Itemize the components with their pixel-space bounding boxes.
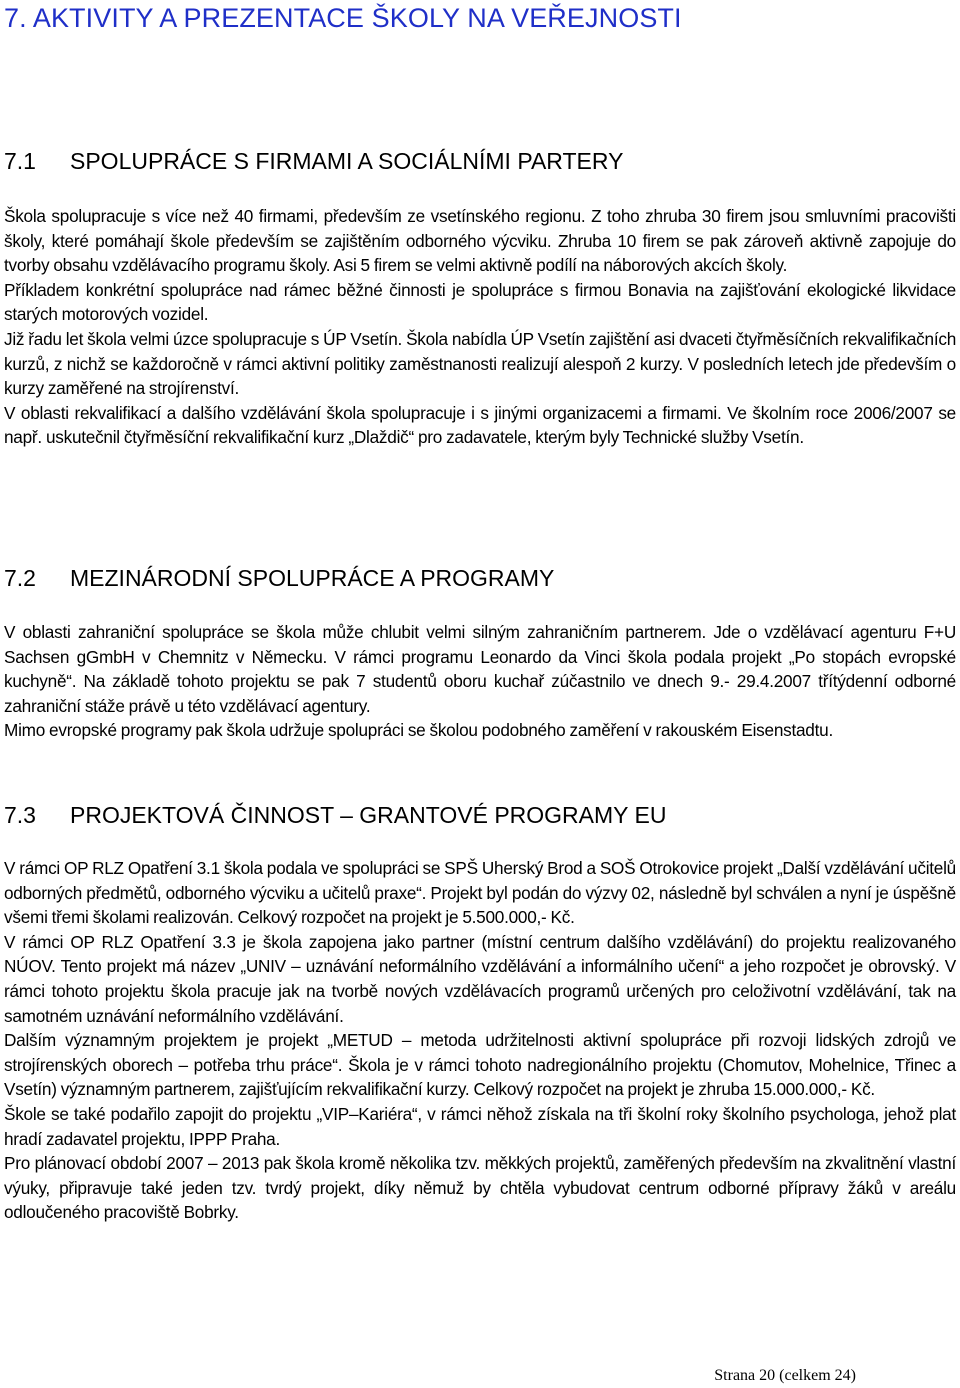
section-7-3-body (4, 856, 956, 1225)
paragraph: Škola spolupracuje s více než 40 firmami, především ze vsetínského regionu. Z toho zhruba 30 firem jsou smluvními pracovišti školy, které pomáhají škole především se zajištěním odborného výcviku. Zhruba 10 firem se pak zároveň aktivně zapojuje do tvorby obsahu vzdělávacího programu školy. Asi 5 firem se velmi aktivně podílí na náborových akcích školy. (4, 206, 956, 276)
section-7-2-body (4, 620, 956, 743)
paragraph: V oblasti rekvalifikací a dalšího vzdělávání škola spolupracuje i s jinými organizacemi a firmami. Ve školním roce 2006/2007 se např. uskutečnil čtyřměsíční rekvalifikační kurz „Dlaždič“ pro zadavatele, kterým byly Technické služby Vsetín. (4, 402, 956, 448)
paragraph: Příkladem konkrétní spolupráce nad rámec běžné činnosti je spolupráce s firmou Bonavia na zajišťování ekologické likvidace starých motorových vozidel. (4, 279, 956, 325)
paragraph: V oblasti zahraniční spolupráce se škola může chlubit velmi silným zahraničním partnerem. Jde o vzdělávací agenturu F+U Sachsen gGmbH v Chemnitz v Německu. V rámci programu Leonardo da Vinci škola podala projekt „Po stopách evropské kuchyně“. Na základě tohoto projektu se pak 7 studentů oboru kuchař zúčastnilo ve dnech 9.- 29.4.2007 třítýdenní odborné zahraniční stáže právě u této vzdělávací agentury. (4, 622, 956, 716)
section-title: PROJEKTOVÁ ČINNOST – GRANTOVÉ PROGRAMY EU (70, 802, 667, 828)
section-title: MEZINÁRODNÍ SPOLUPRÁCE A PROGRAMY (70, 565, 555, 591)
section-heading-7-2 (4, 563, 944, 593)
paragraph: Dalším významným projektem je projekt „METUD – metoda udržitelnosti aktivní spolupráce při rozvoji lidských zdrojů ve strojírenských oborech – potřeba trhu práce“. Škola je v rámci tohoto nadregionálního projektu (Chomutov, Mohelnice, Třinec a Vsetín) významným partnerem, zajišťujícím rekvalifikační kurzy. Celkový rozpočet na projekt je zhruba 15.000.000,- Kč. (4, 1030, 956, 1100)
paragraph: Mimo evropské programy pak škola udržuje spolupráci se školou podobného zaměření v rakouském Eisenstadtu. (4, 720, 833, 741)
page-number: Strana 20 (celkem 24) (714, 1367, 856, 1384)
paragraph: Pro plánovací období 2007 – 2013 pak škola kromě několika tzv. měkkých projektů, zaměřených především na zkvalitnění vlastní výuky, připravuje také jeden tzv. tvrdý projekt, díky němuž by chtěla vybudovat centrum odborné přípravy žáků v areálu odloučeného pracoviště Bobrky. (4, 1153, 956, 1223)
section-title: SPOLUPRÁCE S FIRMAMI A SOCIÁLNÍMI PARTERY (70, 148, 624, 174)
section-number: 7.2 (4, 565, 36, 591)
section-number: 7.1 (4, 148, 36, 174)
section-heading-7-1 (4, 146, 944, 176)
paragraph: V rámci OP RLZ Opatření 3.3 je škola zapojena jako partner (místní centrum dalšího vzdělávání) do projektu realizovaného NÚOV. Tento projekt má název „UNIV – uznávání neformálního vzdělávání a informálního učení“ a jeho rozpočet je obrovský. V rámci tohoto projektu škola pracuje jak na tvorbě nových vzdělávacích programů určených pro celoživotní vzdělávání, tak na samotném uznávání neformálního vzdělávání. (4, 931, 956, 1026)
paragraph: Již řadu let škola velmi úzce spolupracuje s ÚP Vsetín. Škola nabídla ÚP Vsetín zajištění asi dvaceti čtyřměsíčních rekvalifikačních kurzů, z nichž se každoročně v rámci aktivní politiky zaměstnanosti realizují alespoň 2 kurzy. V posledních letech jde především o kurzy zaměřené na strojírenství. (4, 328, 956, 399)
paragraph: Škole se také podařilo zapojit do projektu „VIP–Kariéra“, v rámci něhož získala na tři školní roky školního psychologa, jehož plat hradí zadavatel projektu, IPPP Praha. (4, 1103, 956, 1149)
paragraph: V rámci OP RLZ Opatření 3.1 škola podala ve spolupráci se SPŠ Uherský Brod a SOŠ Otrokovice projekt „Další vzdělávání učitelů odborných předmětů, odborného výcviku a učitelů praxe“. Projekt byl podán do výzvy 02, následně byl schválen a nyní je úspěšně všemi třemi školami realizován. Celkový rozpočet na projekt je 5.500.000,- Kč. (4, 858, 956, 928)
section-heading-7-3 (4, 800, 944, 830)
section-7-1-body (4, 204, 956, 450)
chapter-heading: 7. AKTIVITY A PREZENTACE ŠKOLY NA VEŘEJNOSTI (4, 3, 682, 33)
section-number: 7.3 (4, 802, 36, 828)
